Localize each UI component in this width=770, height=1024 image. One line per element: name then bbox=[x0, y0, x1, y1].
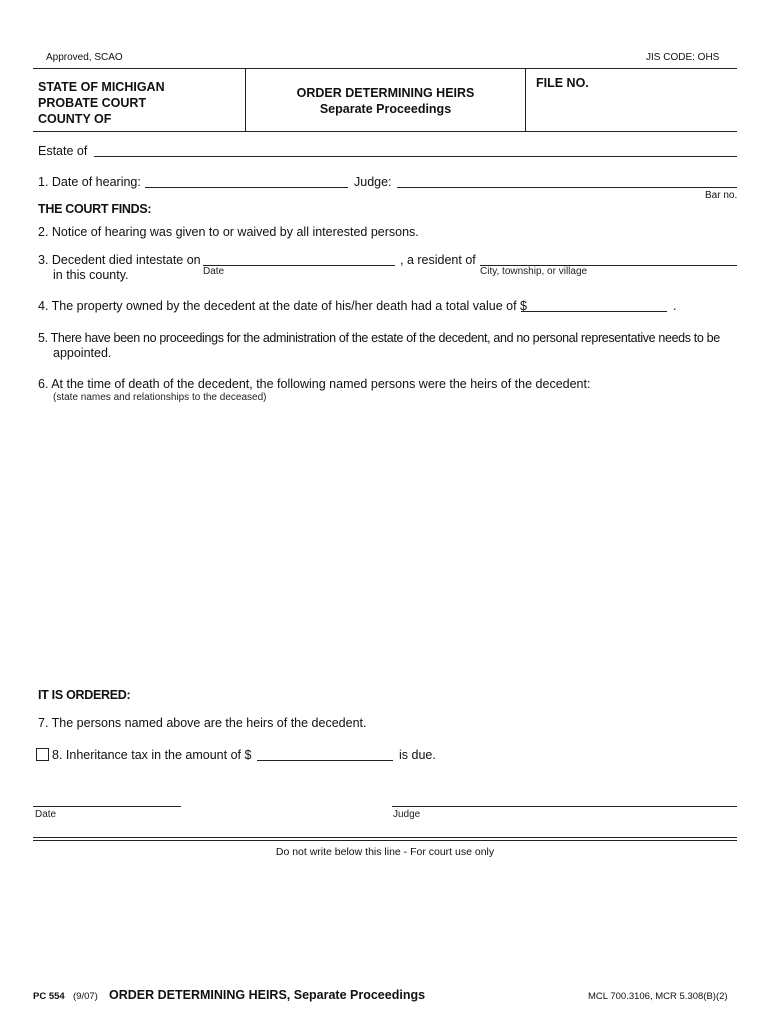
header-bottom-rule bbox=[33, 131, 737, 132]
inheritance-tax-field[interactable] bbox=[257, 746, 393, 761]
item-7: 7. The persons named above are the heirs of the decedent. bbox=[38, 716, 367, 730]
approved-label: Approved, SCAO bbox=[46, 52, 123, 63]
footer-title: ORDER DETERMINING HEIRS, Separate Proceedings bbox=[109, 988, 426, 1002]
court-state: STATE OF MICHIGAN bbox=[38, 80, 165, 94]
court-use-rule-bottom bbox=[33, 840, 737, 841]
form-revision: (9/07) bbox=[73, 991, 98, 1002]
estate-field[interactable] bbox=[94, 142, 737, 157]
form-subtitle: Separate Proceedings bbox=[319, 102, 452, 116]
court-block bbox=[38, 79, 165, 127]
item-6-note: (state names and relationships to the deceased) bbox=[53, 392, 267, 403]
court-finds-heading: THE COURT FINDS: bbox=[38, 202, 152, 216]
hearing-date-field[interactable] bbox=[145, 173, 348, 188]
file-no-field[interactable] bbox=[530, 94, 730, 128]
jis-code: JIS CODE: OHS bbox=[646, 52, 720, 63]
resident-label: , a resident of bbox=[400, 253, 476, 267]
judge-signature-caption: Judge bbox=[393, 809, 421, 820]
judge-field[interactable] bbox=[397, 173, 737, 188]
estate-label: Estate of bbox=[38, 144, 88, 158]
item-4-period: . bbox=[673, 299, 677, 313]
court-county: COUNTY OF bbox=[38, 112, 112, 126]
item-8-suffix: is due. bbox=[399, 748, 436, 762]
item-8-label: 8. Inheritance tax in the amount of $ bbox=[52, 748, 252, 762]
item-3-suffix: in this county. bbox=[53, 268, 129, 282]
court-use-rule-top bbox=[33, 837, 737, 838]
signature-date-field[interactable] bbox=[33, 792, 181, 807]
bar-no-label: Bar no. bbox=[705, 190, 738, 201]
court-name: PROBATE COURT bbox=[38, 96, 147, 110]
item-6-text: 6. At the time of death of the decedent, the following named persons were the heirs of the decedent: bbox=[38, 377, 591, 391]
form-title: ORDER DETERMINING HEIRS bbox=[296, 86, 475, 100]
item-5-line2: appointed. bbox=[53, 346, 112, 360]
death-date-field[interactable] bbox=[203, 251, 395, 266]
form-number: PC 554 bbox=[33, 991, 65, 1002]
item-4-text: 4. The property owned by the decedent at the date of his/her death had a total value of $ bbox=[38, 299, 528, 313]
property-value-field[interactable] bbox=[521, 297, 667, 312]
statute-citation: MCL 700.3106, MCR 5.308(B)(2) bbox=[588, 991, 728, 1002]
court-use-notice: Do not write below this line - For court use only bbox=[275, 846, 495, 858]
header-divider-right bbox=[525, 68, 526, 131]
signature-date-caption: Date bbox=[35, 809, 57, 820]
inheritance-tax-checkbox[interactable] bbox=[36, 748, 49, 761]
ordered-heading: IT IS ORDERED: bbox=[38, 688, 131, 702]
item-5-line1: 5. There have been no proceedings for the administration of the estate of the decedent, and no personal representative needs to be bbox=[38, 331, 720, 345]
judge-label: Judge: bbox=[354, 175, 392, 189]
death-date-caption: Date bbox=[203, 266, 225, 277]
judge-signature-field[interactable] bbox=[392, 792, 737, 807]
item-3-prefix: 3. Decedent died intestate on bbox=[38, 253, 201, 267]
file-no-label: FILE NO. bbox=[536, 76, 589, 90]
item-2: 2. Notice of hearing was given to or waived by all interested persons. bbox=[38, 225, 419, 239]
heirs-textarea[interactable] bbox=[53, 408, 737, 678]
residence-caption: City, township, or village bbox=[480, 266, 588, 277]
header-top-rule bbox=[33, 68, 737, 69]
residence-field[interactable] bbox=[480, 251, 737, 266]
hearing-date-label: 1. Date of hearing: bbox=[38, 175, 141, 189]
